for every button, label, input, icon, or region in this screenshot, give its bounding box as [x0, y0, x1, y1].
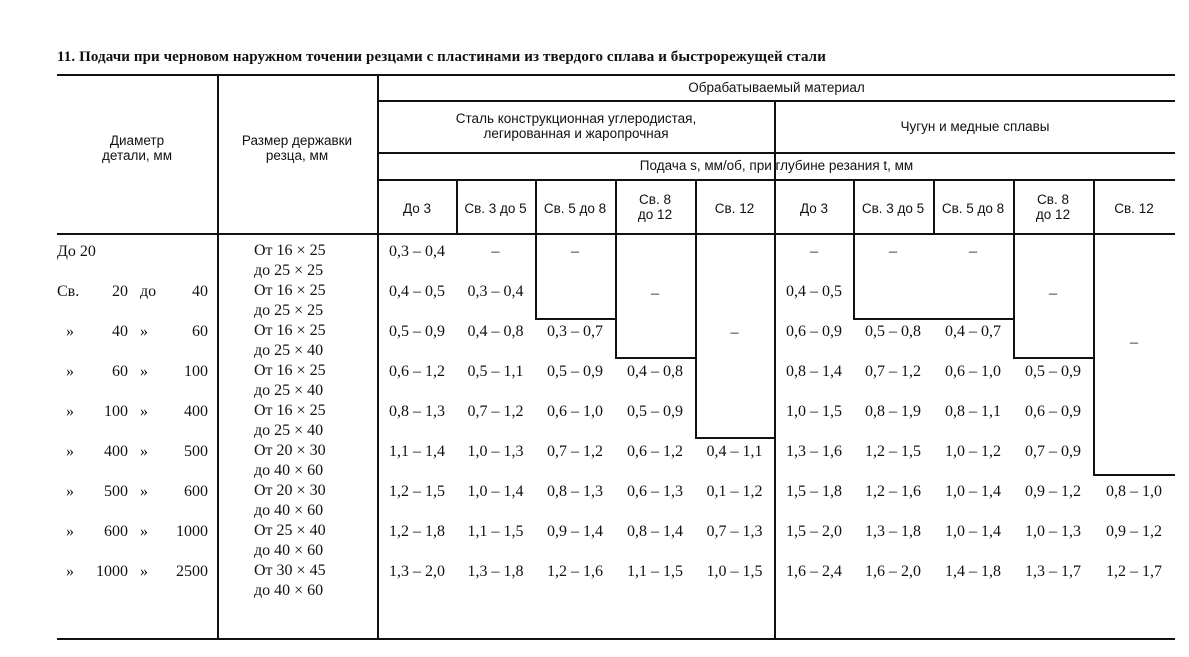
diameter-cell: »: [66, 443, 74, 460]
merged-dash: –: [651, 285, 659, 302]
diameter-cell: 60: [112, 363, 128, 380]
diameter-cell: »: [66, 323, 74, 340]
feed-cell: 1,0 – 1,3: [1025, 523, 1081, 540]
holder-header: Размер державки резца, мм: [241, 133, 353, 163]
stair-iron-c9-v: [1093, 233, 1095, 475]
feed-header: Подача s, мм/об, при глубине резания t, мм: [639, 158, 914, 173]
diameter-cell: 60: [192, 323, 208, 340]
depth-header: Св. 12: [1114, 201, 1154, 216]
diameter-header: Диаметр детали, мм: [102, 133, 172, 163]
feed-cell: 0,7 – 1,2: [547, 443, 603, 460]
feed-cell: 0,7 – 1,2: [467, 403, 524, 420]
merged-dash: –: [730, 324, 739, 341]
diameter-cell: 2500: [176, 563, 208, 580]
feed-cell: 1,0 – 1,5: [706, 563, 763, 580]
depth-header: Св. 5 до 8: [941, 201, 1005, 216]
feed-cell: 0,8 – 1,3: [547, 483, 603, 500]
diameter-cell: 1000: [96, 563, 128, 580]
feed-cell: 0,5 – 0,9: [547, 363, 603, 380]
feed-cell: 1,0 – 1,4: [467, 483, 524, 500]
feed-cell: 0,3 – 0,4: [467, 283, 524, 300]
feed-cell: 1,2 – 1,8: [389, 523, 445, 540]
feed-cell: 1,5 – 1,8: [786, 483, 842, 500]
feed-cell: 1,4 – 1,8: [945, 563, 1001, 580]
diameter-cell: Св.: [57, 283, 80, 300]
diameter-cell: 400: [184, 403, 208, 420]
depth-header: Св. 5 до 8: [543, 201, 607, 216]
feed-cell: –: [571, 243, 579, 260]
feed-cell: 0,5 – 0,8: [865, 323, 921, 340]
feed-cell: 0,8 – 1,4: [786, 363, 842, 380]
feed-cell: 1,2 – 1,6: [547, 563, 603, 580]
diameter-cell: 600: [104, 523, 128, 540]
diameter-cell: 100: [184, 363, 208, 380]
material-header: Обрабатываемый материал: [688, 80, 865, 95]
table-title: 11. Подачи при черновом наружном точении резцами с пластинами из твердого сплава и быстрорежущей стали: [57, 49, 826, 65]
diameter-cell: 600: [184, 483, 208, 500]
bottom-rule: [57, 638, 1175, 640]
diameter-cell: »: [140, 403, 148, 420]
top-rule: [57, 74, 1175, 76]
diameter-cell: »: [140, 363, 148, 380]
depth-header: До 3: [402, 201, 432, 216]
feed-cell: 0,8 – 1,9: [865, 403, 921, 420]
diameter-cell: »: [66, 363, 74, 380]
feed-cell: 1,0 – 1,3: [467, 443, 524, 460]
diameter-cell: 400: [104, 443, 128, 460]
feed-cell: 0,8 – 1,3: [389, 403, 445, 420]
diameter-cell: 1000: [176, 523, 208, 540]
feed-cell: 0,4 – 0,5: [786, 283, 842, 300]
holder-cell: От 16 × 25 до 25 × 25: [254, 242, 326, 279]
diameter-cell: »: [66, 563, 74, 580]
feed-cell: 0,5 – 0,9: [627, 403, 683, 420]
feed-cell: 0,9 – 1,2: [1106, 523, 1162, 540]
depth-header: Св. 8 до 12: [1035, 192, 1071, 222]
iron-group-header: Чугун и медные сплавы: [900, 119, 1050, 134]
diameter-cell: 40: [112, 323, 128, 340]
depth-header: Св. 3 до 5: [861, 201, 925, 216]
feed-cell: 0,3 – 0,4: [389, 243, 445, 260]
feed-cell: 0,7 – 0,9: [1025, 443, 1081, 460]
feed-cell: 0,5 – 0,9: [389, 323, 445, 340]
depth-header: Св. 3 до 5: [464, 201, 527, 216]
feed-cell: –: [889, 243, 897, 260]
feed-cell: 0,4 – 0,5: [389, 283, 445, 300]
feed-cell: 0,8 – 1,1: [945, 403, 1001, 420]
feed-cell: 0,4 – 0,7: [945, 323, 1001, 340]
diameter-cell: »: [140, 323, 148, 340]
holder-cell: От 20 × 30 до 40 × 60: [254, 482, 326, 519]
feed-cell: 0,1 – 1,2: [706, 483, 763, 500]
diameter-cell: 500: [104, 483, 128, 500]
feed-cell: 0,3 – 0,7: [547, 323, 603, 340]
diameter-cell: »: [140, 443, 148, 460]
feed-cell: 1,3 – 2,0: [389, 563, 445, 580]
steel-group-header: Сталь конструкционная углеродистая, легированная и жаропрочная: [455, 111, 697, 141]
depth-header: Св. 8 до 12: [637, 192, 673, 222]
feed-cell: 1,3 – 1,6: [786, 443, 842, 460]
rule-feed: [378, 179, 1175, 181]
feed-cell: –: [491, 243, 500, 260]
feed-cell: 0,4 – 0,8: [627, 363, 683, 380]
diameter-cell: »: [140, 563, 148, 580]
feed-cell: 1,2 – 1,5: [389, 483, 445, 500]
feed-cell: –: [969, 243, 977, 260]
feed-cell: 1,0 – 1,4: [945, 523, 1001, 540]
holder-cell: От 30 × 45 до 40 × 60: [254, 562, 326, 599]
diameter-cell: 40: [192, 283, 208, 300]
feed-cell: 0,4 – 1,1: [706, 443, 763, 460]
feed-cell: 1,3 – 1,8: [865, 523, 921, 540]
diameter-cell: »: [66, 523, 74, 540]
merged-dash: –: [1130, 334, 1138, 351]
holder-cell: От 16 × 25 до 25 × 40: [254, 322, 326, 359]
feed-cell: 1,0 – 1,4: [945, 483, 1001, 500]
rule-material: [378, 100, 1175, 102]
feed-cell: 0,9 – 1,4: [547, 523, 603, 540]
holder-cell: От 25 × 40 до 40 × 60: [254, 522, 326, 559]
feed-cell: 1,5 – 2,0: [786, 523, 842, 540]
feed-cell: 1,6 – 2,4: [786, 563, 842, 580]
depth-header: До 3: [799, 201, 829, 216]
diameter-cell: 100: [104, 403, 128, 420]
feed-cell: 0,5 – 1,1: [467, 363, 524, 380]
holder-cell: От 20 × 30 до 40 × 60: [254, 442, 326, 479]
feed-cell: 0,6 – 0,9: [1025, 403, 1081, 420]
stair-steel-c12: [695, 437, 775, 439]
feed-cell: 0,8 – 1,4: [627, 523, 683, 540]
feed-cell: 0,9 – 1,2: [1025, 483, 1081, 500]
feed-cell: 1,1 – 1,5: [627, 563, 683, 580]
feed-cell: 1,0 – 1,5: [786, 403, 842, 420]
feed-cell: 1,6 – 2,0: [865, 563, 921, 580]
feed-cell: 1,3 – 1,8: [467, 563, 524, 580]
diameter-cell: »: [66, 483, 74, 500]
holder-cell: От 16 × 25 до 25 × 40: [254, 362, 326, 399]
stair-steel-c5: [535, 318, 615, 320]
rule-groups: [378, 152, 1175, 154]
feed-cell: 1,2 – 1,5: [865, 443, 921, 460]
feed-cell: 0,6 – 1,0: [547, 403, 603, 420]
feed-cell: 0,7 – 1,2: [865, 363, 921, 380]
diameter-cell: 20: [112, 283, 128, 300]
stair-iron-c35: [853, 318, 1013, 320]
feed-cell: 1,2 – 1,7: [1106, 563, 1162, 580]
feed-cell: 1,3 – 1,7: [1025, 563, 1081, 580]
holder-cell: От 16 × 25 до 25 × 25: [254, 282, 326, 319]
feed-cell: 0,6 – 1,2: [389, 363, 445, 380]
diameter-cell: До 20: [57, 243, 96, 260]
feed-cell: –: [810, 243, 818, 260]
feed-cell: 0,5 – 0,9: [1025, 363, 1081, 380]
feed-cell: 1,1 – 1,4: [389, 443, 445, 460]
stair-iron-c12: [1093, 474, 1175, 476]
diameter-cell: »: [66, 403, 74, 420]
stair-iron-c812: [1013, 357, 1093, 359]
feed-cell: 0,4 – 0,8: [467, 323, 524, 340]
feed-cell: 1,2 – 1,6: [865, 483, 921, 500]
merged-dash: –: [1049, 285, 1057, 302]
feed-cell: 0,6 – 1,0: [945, 363, 1001, 380]
diameter-cell: 500: [184, 443, 208, 460]
holder-cell: От 16 × 25 до 25 × 40: [254, 402, 326, 439]
feed-cell: 0,7 – 1,3: [706, 523, 763, 540]
diameter-cell: »: [140, 483, 148, 500]
feed-cell: 1,0 – 1,2: [945, 443, 1001, 460]
feed-cell: 1,1 – 1,5: [467, 523, 524, 540]
feed-cell: 0,6 – 0,9: [786, 323, 842, 340]
stair-steel-c8: [615, 357, 695, 359]
feed-cell: 0,8 – 1,0: [1106, 483, 1162, 500]
depth-header: Св. 12: [714, 201, 755, 216]
feed-cell: 0,6 – 1,2: [627, 443, 683, 460]
feed-cell: 0,6 – 1,3: [627, 483, 683, 500]
diameter-cell: »: [140, 523, 148, 540]
diameter-cell: до: [140, 283, 157, 300]
